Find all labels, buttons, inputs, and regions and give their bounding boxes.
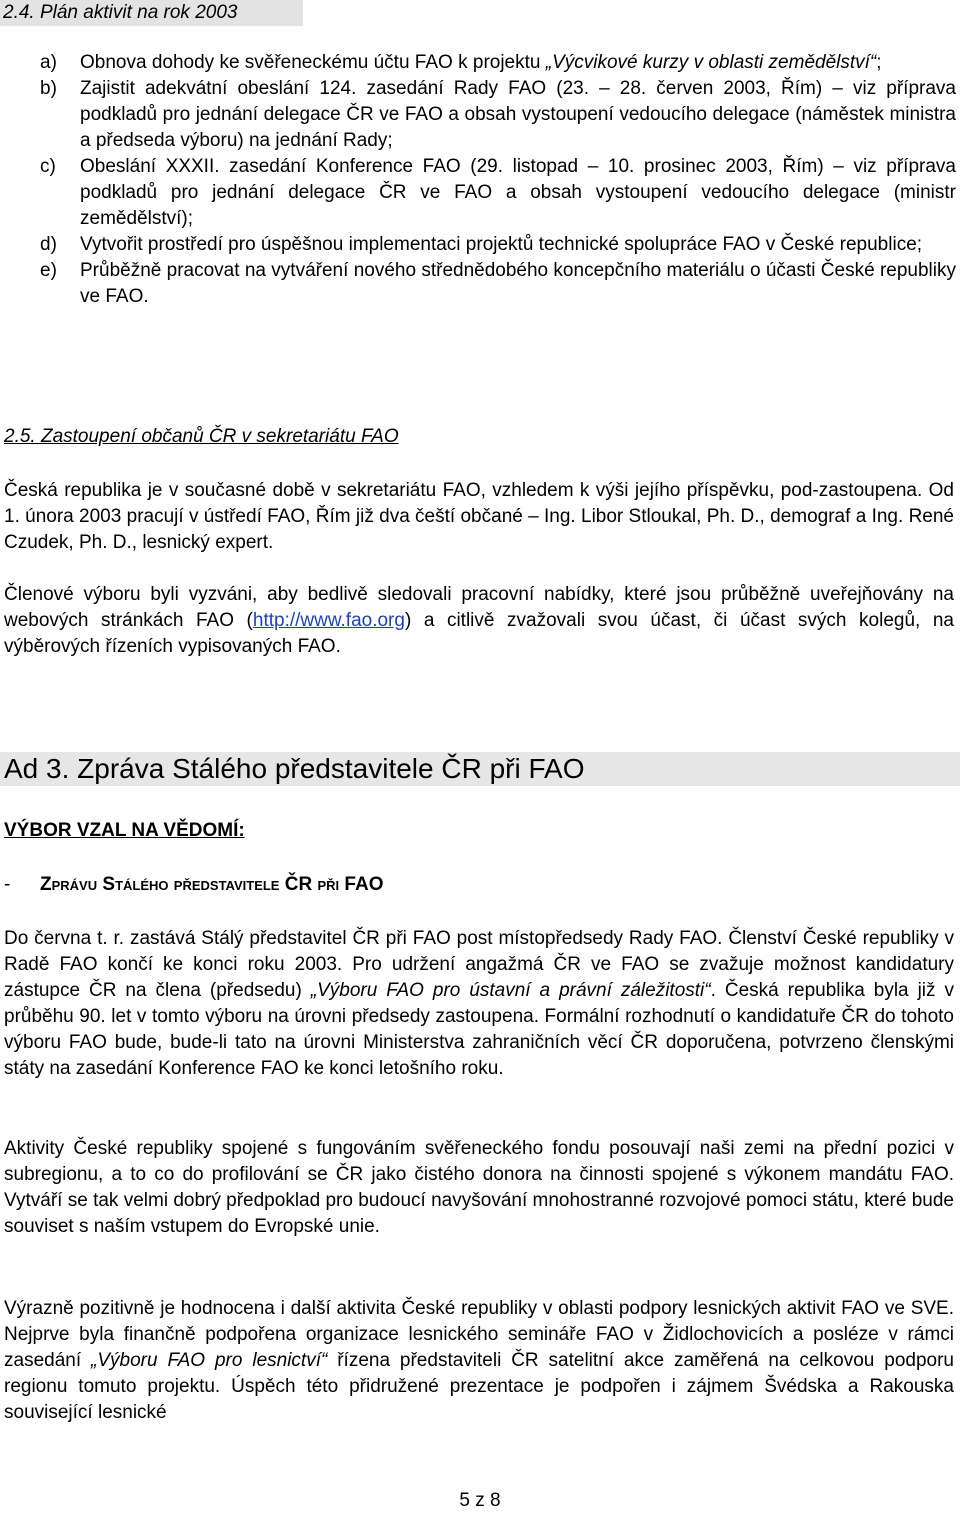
list-item-italic: „Výcvikové kurzy v oblasti zemědělství“ bbox=[545, 52, 877, 73]
page-number: 5 z 8 bbox=[459, 1490, 501, 1511]
paragraph-text: Členové výboru byli vyzváni, aby bedlivě sledovali pracovní nabídky, které jsou průběžně uveřejňovány na webových stránkách FAO ( bbox=[4, 584, 954, 631]
list-item-a bbox=[40, 50, 956, 76]
paragraph-representative bbox=[4, 926, 954, 1082]
paragraph-representation: Česká republika je v současné době v sekretariátu FAO, vzhledem k výši jejího příspěvku, pod-zastoupena. Od 1. února 2003 pracují v ústředí FAO, Řím již dva čeští občané – Ing. Libor Stloukal, Ph. D., demograf a Ing. René Czudek, Ph. D., lesnický expert. bbox=[4, 480, 954, 553]
paragraph-text-end: ) a citlivě zvažovali svou účast, či účast svých kolegů, na výběrových řízeních vypisovaných FAO. bbox=[4, 610, 954, 657]
paragraph-text-end: řízena představiteli ČR satelitní akce zaměřená na celkovou podporu regionu tomuto projektu. Úspěch této přidružené prezentace je podpořen i zájmem Švédska a Rakouska související lesnické bbox=[4, 1350, 954, 1423]
list-item-b bbox=[40, 76, 956, 154]
paragraph-forestry bbox=[4, 1296, 954, 1426]
committee-noted-heading: VÝBOR VZAL NA VĚDOMÍ: bbox=[4, 820, 245, 841]
paragraph-text: Do června t. r. zastává Stálý představitel ČR při FAO post místopředsedy Rady FAO. Členství České republiky v Radě FAO končí ke konci roku 2003. Pro udržení angažmá ČR ve FAO se zvažuje možnost kandidatury zástupce ČR na člena (předsedu) bbox=[4, 928, 954, 1001]
section-heading-ad3: Ad 3. Zpráva Stálého představitele ČR při FAO bbox=[0, 752, 960, 786]
list-marker: d) bbox=[40, 234, 57, 255]
report-title: Zprávu Stálého představitele ČR při FAO bbox=[40, 874, 384, 895]
item-dash: - bbox=[4, 874, 11, 895]
list-item-text: Obeslání XXXII. zasedání Konference FAO (29. listopad – 10. prosinec 2003, Řím) – viz příprava podkladů pro jednání delegace ČR ve FAO a obsah vystoupení vedoucího delegace (ministr zemědělství); bbox=[80, 156, 956, 229]
list-item-text: Průběžně pracovat na vytváření nového střednědobého koncepčního materiálu o účasti České republiky ve FAO. bbox=[80, 260, 956, 307]
paragraph-text: Výrazně pozitivně je hodnocena i další aktivita České republiky v oblasti podpory lesnických aktivit FAO ve SVE. Nejprve byla finančně podpořena organizace lesnického semináře FAO v Židlochovicích a posléze v rámci zasedání bbox=[4, 1298, 954, 1371]
list-item-d bbox=[40, 232, 956, 258]
plan-list bbox=[40, 50, 956, 310]
paragraph-italic: „Výboru FAO pro lesnictví“ bbox=[91, 1350, 328, 1371]
fao-website-link[interactable]: http://www.fao.org bbox=[252, 610, 405, 631]
list-item-c bbox=[40, 154, 956, 232]
section-heading-2-4: 2.4. Plán aktivit na rok 2003 bbox=[0, 0, 303, 26]
list-item-text: Obnova dohody ke svěřeneckému účtu FAO k projektu bbox=[80, 52, 546, 73]
list-marker: a) bbox=[40, 52, 57, 73]
section-heading-2-5: 2.5. Zastoupení občanů ČR v sekretariátu FAO bbox=[4, 426, 399, 447]
list-item-text: Zajistit adekvátní obeslání 124. zasedání Rady FAO (23. – 28. červen 2003, Řím) – viz příprava podkladů pro jednání delegace ČR ve FAO a obsah vystoupení vedoucího delegace (náměstek ministra a předseda výboru) na jednání Rady; bbox=[80, 78, 956, 151]
list-marker: b) bbox=[40, 78, 57, 99]
list-item-text: Vytvořit prostředí pro úspěšnou implementaci projektů technické spolupráce FAO v České republice; bbox=[80, 234, 923, 255]
paragraph-italic: „Výboru FAO pro ústavní a právní záležitosti“ bbox=[310, 980, 711, 1001]
list-marker: c) bbox=[40, 156, 56, 177]
paragraph-activities: Aktivity České republiky spojené s fungováním svěřeneckého fondu posouvají naši zemi na přední pozici v subregionu, a to co do profilování se ČR jako čistého donora na činnosti spojené s výkonem mandátu FAO. Vytváří se tak velmi dobrý předpoklad pro budoucí navyšování mnohostranné rozvojové pomoci státu, které bude souviset s naším vstupem do Evropské unie. bbox=[4, 1138, 954, 1237]
list-item-text-end: ; bbox=[876, 52, 882, 73]
list-marker: e) bbox=[40, 260, 57, 281]
list-item-e bbox=[40, 258, 956, 310]
paragraph-text-end: . Česká republika byla již v průběhu 90. let v tomto výboru na úrovni předsedy zastoupena. Formální rozhodnutí o kandidatuře ČR do tohoto výboru FAO bude, bude-li tato na úrovni Ministerstva zahraničních věcí ČR doporučena, potvrzeno členskými státy na zasedání Konference FAO ke konci letošního roku. bbox=[4, 980, 954, 1079]
report-item bbox=[4, 872, 384, 898]
paragraph-job-offers bbox=[4, 582, 954, 660]
